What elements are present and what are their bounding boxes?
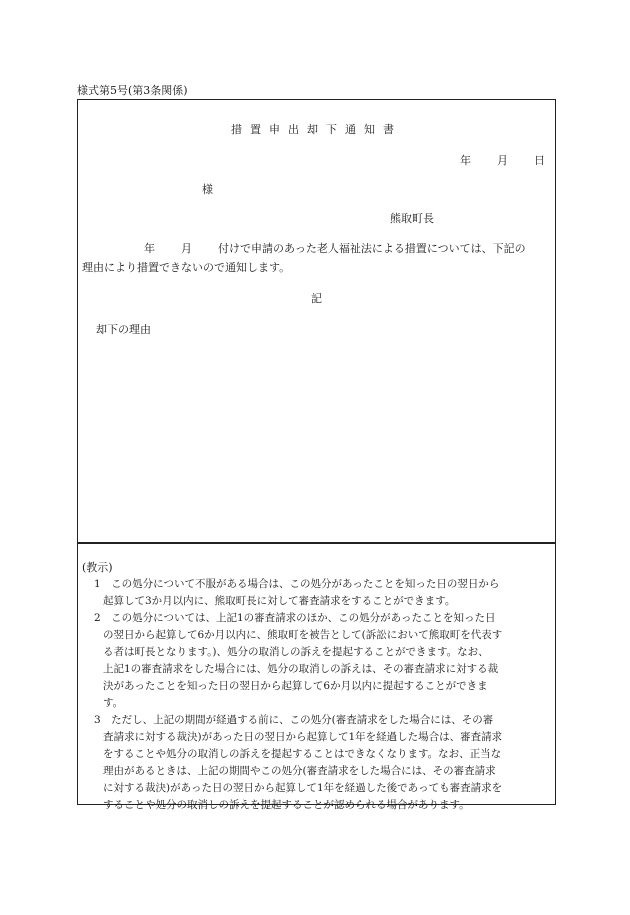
notice-main-section <box>77 99 556 543</box>
date-month-label: 月 <box>497 154 508 167</box>
instruction-line: 査請求に対する裁決)があった日の翌日から起算して1年を経過した場合は、審査請求 <box>103 731 503 743</box>
date-day-label: 日 <box>534 154 545 167</box>
ki-heading: 記 <box>311 292 322 305</box>
rejection-reason-label: 却下の理由 <box>96 323 151 336</box>
body-month-label: 月 <box>181 242 192 255</box>
date-line <box>460 152 545 168</box>
form-number-label: 様式第5号(第3条関係) <box>77 84 188 97</box>
instruction-line: 起算して3か月以内に、熊取町長に対して審査請求をすることができます。 <box>103 595 456 607</box>
date-year-label: 年 <box>460 154 471 167</box>
instruction-line: 1 この処分について不服がある場合は、この処分があったことを知った日の翌日から <box>94 578 500 590</box>
instruction-line: 決があったことを知った日の翌日から起算して6か月以内に提起することができま <box>103 680 488 692</box>
issuer-name: 熊取町長 <box>390 212 434 225</box>
addressee-suffix: 様 <box>202 183 213 196</box>
instruction-line: る者は町長となります。)、処分の取消しの訴えを提起することができます。なお、 <box>103 646 489 658</box>
instruction-line: 3 ただし、上記の期間が経過する前に、この処分(審査請求をした場合には、その審 <box>94 714 494 726</box>
instruction-line: す。 <box>103 697 124 709</box>
instruction-line: の翌日から起算して6か月以内に、熊取町を被告として(訴訟において熊取町を代表す <box>103 629 503 641</box>
body-year-label: 年 <box>144 242 155 255</box>
instruction-line: 理由があるときは、上記の期間やこの処分(審査請求をした場合には、その審査請求 <box>103 765 496 777</box>
instruction-line: に対する裁決)があった日の翌日から起算して1年を経過した後であっても審査請求を <box>103 782 503 794</box>
body-line-1 <box>82 240 526 256</box>
document-title: 措置申出却下通知書 <box>231 123 402 136</box>
instruction-line: 2 この処分については、上記1の審査請求のほか、この処分があったことを知った日 <box>94 612 496 624</box>
instructions-section <box>77 543 556 811</box>
instructions-heading: (教示) <box>82 561 113 574</box>
instruction-line: 上記1の審査請求をした場合には、処分の取消しの訴えは、その審査請求に対する裁 <box>103 663 499 675</box>
instruction-line: をすることや処分の取消しの訴えを提起することはできなくなります。なお、正当な <box>103 748 502 760</box>
body-line-1-text: 付けで申請のあった老人福祉法による措置については、下記の <box>218 242 526 255</box>
instruction-line: することや処分の取消しの訴えを提起することが認められる場合があります。 <box>103 799 470 811</box>
body-line-2: 理由により措置できないので通知します。 <box>82 261 291 274</box>
